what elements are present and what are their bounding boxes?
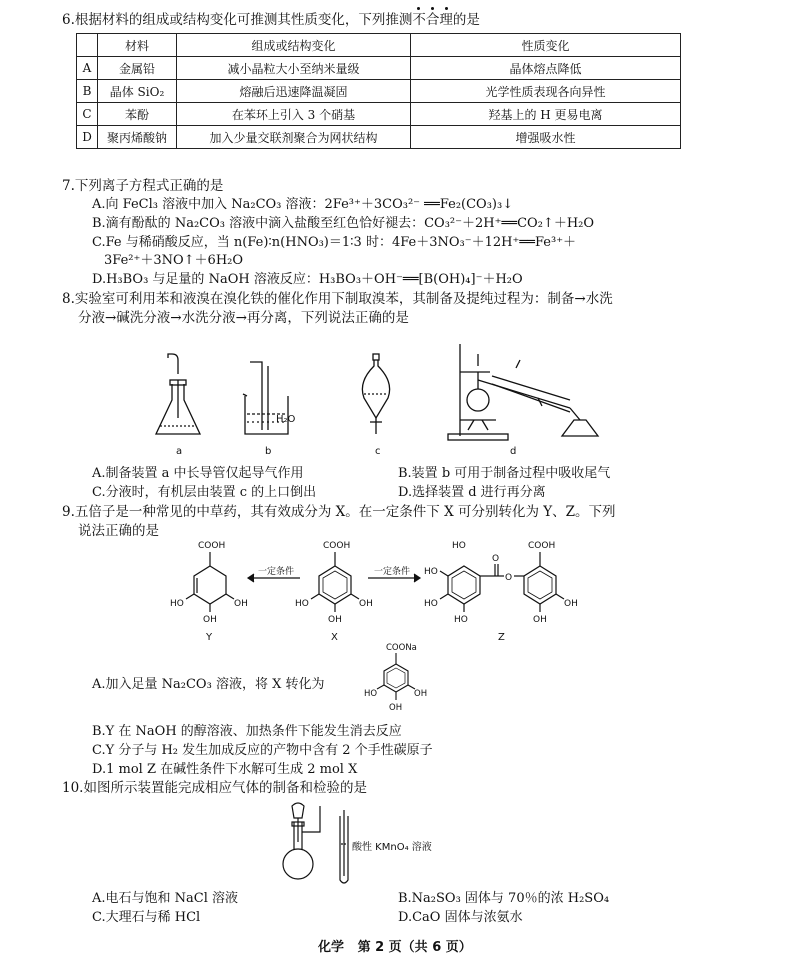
page-footer: 化学 第 2 页（共 6 页） xyxy=(318,940,472,955)
q8-stem-cont: 分液→碱洗分液→水洗分液→再分离，下列说法正确的是 xyxy=(78,310,409,326)
q6-table xyxy=(76,33,681,149)
q7-option-a: A.向 FeCl₃ 溶液中加入 Na₂CO₃ 溶液：2Fe³⁺＋3CO₃²⁻ ══Fe₂(CO₃)₃↓ xyxy=(92,197,514,212)
condition-label: 一定条件 xyxy=(258,567,295,577)
q10-option-b: B.Na₂SO₃ 固体与 70％的浓 H₂SO₄ xyxy=(398,891,610,906)
table-cell: 减小晶粒大小至纳米量级 xyxy=(177,57,411,80)
table-header: 材料 xyxy=(98,34,177,57)
table-cell: 羟基上的 H 更易电离 xyxy=(411,103,681,126)
apparatus-d-icon xyxy=(448,344,598,440)
table-header-row xyxy=(77,34,681,57)
table-row xyxy=(77,103,681,126)
oh-label-2: OH xyxy=(389,703,403,713)
q9-structures-figure xyxy=(150,536,600,646)
x-oh-label: OH xyxy=(359,599,373,609)
sodium-salt-structure-icon xyxy=(362,640,442,718)
z-ho-label-top: HO xyxy=(452,541,466,551)
q10-option-c: C.大理石与稀 HCl xyxy=(92,910,201,925)
kmno4-label: 酸性 KMnO₄ 溶液 xyxy=(352,842,432,853)
q6-stem: 6.根据材料的组成或结构变化可推测其性质变化，下列推测不合理 的是 xyxy=(62,8,480,28)
q8-option-c: C.分液时，有机层由装置 c 的上口倒出 xyxy=(92,485,317,500)
y-oh-label-2: OH xyxy=(203,615,217,625)
name-y: Y xyxy=(206,632,213,643)
q9-option-d: D.1 mol Z 在碱性条件下水解可生成 2 mol X xyxy=(92,762,358,777)
y-ho-label: HO xyxy=(170,599,184,609)
table-cell: 聚丙烯酸钠 xyxy=(98,126,177,149)
emphasis-text: 不合理 xyxy=(412,12,453,28)
q9-stem-cont: 说法正确的是 xyxy=(78,523,159,539)
table-row xyxy=(77,57,681,80)
q8-option-d: D.选择装置 d 进行再分离 xyxy=(398,485,546,500)
row-label: D xyxy=(77,126,98,149)
label-c: c xyxy=(375,446,381,457)
z-carbonyl-o-label: O xyxy=(492,554,500,564)
table-header: 性质变化 xyxy=(411,34,681,57)
q8-option-a: A.制备装置 a 中长导管仅起导气作用 xyxy=(92,466,304,481)
q7-option-c-cont: 3Fe²⁺＋3NO↑＋6H₂O xyxy=(104,253,244,268)
name-x: X xyxy=(331,632,338,643)
table-cell: 在苯环上引入 3 个硝基 xyxy=(177,103,411,126)
q7-option-d: D.H₃BO₃ 与足量的 NaOH 溶液反应：H₃BO₃＋OH⁻══[B(OH)₄]⁻＋H₂O xyxy=(92,272,523,287)
q9-option-a: A.加入足量 Na₂CO₃ 溶液，将 X 转化为 xyxy=(92,677,325,692)
structure-y-icon xyxy=(186,552,234,612)
oh-label: OH xyxy=(414,689,428,699)
row-label: B xyxy=(77,80,98,103)
apparatus-c-icon xyxy=(362,354,389,434)
q7-option-b: B.滴有酚酞的 Na₂CO₃ 溶液中滴入盐酸至红色恰好褪去：CO₃²⁻＋2H⁺══CO₂↑＋H₂O xyxy=(92,216,595,231)
table-row xyxy=(77,126,681,149)
row-label: C xyxy=(77,103,98,126)
x-cooh-label: COOH xyxy=(323,541,351,551)
table-cell: 加入少量交联剂聚合为网状结构 xyxy=(177,126,411,149)
z-ho-label-3: HO xyxy=(454,615,468,625)
q9-option-c: C.Y 分子与 H₂ 发生加成反应的产物中含有 2 个手性碳原子 xyxy=(92,743,433,758)
q7-stem: 7.下列离子方程式正确的是 xyxy=(62,178,224,194)
z-ho-label: HO xyxy=(424,567,438,577)
condition-label-2: 一定条件 xyxy=(374,567,411,577)
q8-apparatus-figure xyxy=(150,330,600,460)
q8-stem: 8.实验室可利用苯和液溴在溴化铁的催化作用下制取溴苯，其制备及提纯过程为：制备→水洗 xyxy=(62,291,613,307)
q10-option-a: A.电石与饱和 NaCl 溶液 xyxy=(92,891,239,906)
apparatus-a-icon xyxy=(156,354,200,434)
z-oh-label: OH xyxy=(564,599,578,609)
z-ho-label-2: HO xyxy=(424,599,438,609)
z-cooh-label: COOH xyxy=(528,541,556,551)
table-cell: 晶体 SiO₂ xyxy=(98,80,177,103)
table-cell: 苯酚 xyxy=(98,103,177,126)
q10-option-d: D.CaO 固体与浓氨水 xyxy=(398,910,523,925)
ho-label: HO xyxy=(364,689,378,699)
table-cell: 晶体熔点降低 xyxy=(411,57,681,80)
structure-z-icon xyxy=(440,552,564,612)
h2o-label: H₂O xyxy=(276,414,296,425)
table-cell: 熔融后迅速降温凝固 xyxy=(177,80,411,103)
x-oh-label-2: OH xyxy=(328,615,342,625)
table-row xyxy=(77,80,681,103)
row-label: A xyxy=(77,57,98,80)
table-cell: 光学性质表现各向异性 xyxy=(411,80,681,103)
y-oh-label: OH xyxy=(234,599,248,609)
coona-label: COONa xyxy=(386,643,417,653)
z-ester-o-label: O xyxy=(505,573,513,583)
table-header: 组成或结构变化 xyxy=(177,34,411,57)
q10-apparatus-figure xyxy=(270,796,470,888)
structure-x-icon xyxy=(311,552,359,612)
q8-option-b: B.装置 b 可用于制备过程中吸收尾气 xyxy=(398,466,611,481)
z-oh-label-2: OH xyxy=(533,615,547,625)
name-z: Z xyxy=(498,632,505,643)
q9-stem: 9.五倍子是一种常见的中草药，其有效成分为 X。在一定条件下 X 可分别转化为 Y、Z。下列 xyxy=(62,504,616,520)
q7-option-c: C.Fe 与稀硝酸反应，当 n(Fe)∶n(HNO₃)＝1∶3 时：4Fe＋3NO₃⁻＋12H⁺══Fe³⁺＋ xyxy=(92,235,577,250)
label-d: d xyxy=(510,446,517,457)
label-a: a xyxy=(176,446,183,457)
x-ho-label: HO xyxy=(295,599,309,609)
label-b: b xyxy=(265,446,272,457)
table-cell: 增强吸水性 xyxy=(411,126,681,149)
table-cell: 金属铅 xyxy=(98,57,177,80)
q10-stem: 10.如图所示装置能完成相应气体的制备和检验的是 xyxy=(62,780,367,796)
q9-option-b: B.Y 在 NaOH 的醇溶液、加热条件下能发生消去反应 xyxy=(92,724,402,739)
y-cooh-label: COOH xyxy=(198,541,226,551)
